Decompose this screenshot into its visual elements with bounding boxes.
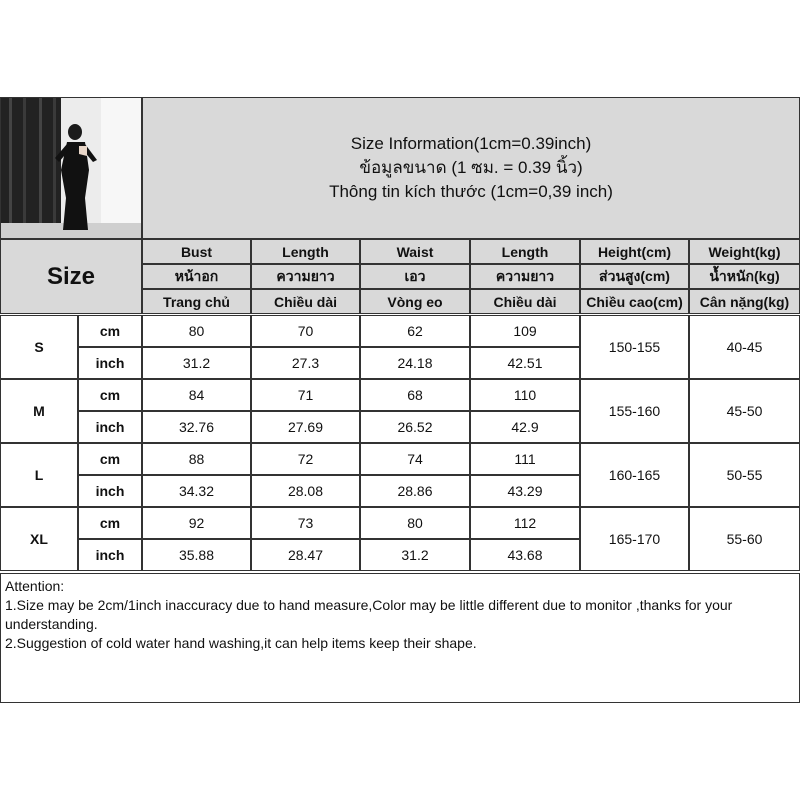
- unit-inch-label: inch: [78, 347, 142, 379]
- measurement-cm: 73: [251, 507, 360, 539]
- column-header-vi: Chiều dài: [470, 289, 580, 314]
- column-header-en: Bust: [142, 239, 251, 264]
- measurement-inch: 28.86: [360, 475, 470, 507]
- measurement-cm: 110: [470, 379, 580, 411]
- measurement-inch: 28.08: [251, 475, 360, 507]
- column-header-en: Length: [251, 239, 360, 264]
- measurement-cm: 84: [142, 379, 251, 411]
- column-header-th: เอว: [360, 264, 470, 289]
- measurement-inch: 42.9: [470, 411, 580, 443]
- size-label: L: [0, 443, 78, 507]
- height-range: 160-165: [580, 443, 689, 507]
- unit-cm-label: cm: [78, 315, 142, 347]
- size-label: M: [0, 379, 78, 443]
- size-header: Size: [0, 239, 142, 314]
- unit-cm-label: cm: [78, 507, 142, 539]
- measurement-cm: 80: [142, 315, 251, 347]
- height-range: 150-155: [580, 315, 689, 379]
- model-image: [1, 98, 142, 239]
- column-header-th: ส่วนสูง(cm): [580, 264, 689, 289]
- measurement-cm: 92: [142, 507, 251, 539]
- measurement-cm: 88: [142, 443, 251, 475]
- product-photo: [0, 97, 142, 239]
- unit-cm-label: cm: [78, 443, 142, 475]
- measurement-cm: 74: [360, 443, 470, 475]
- height-range: 165-170: [580, 507, 689, 571]
- unit-inch-label: inch: [78, 475, 142, 507]
- measurement-inch: 43.29: [470, 475, 580, 507]
- attention-notes: [0, 573, 800, 703]
- title-english: Size Information(1cm=0.39inch): [350, 134, 592, 153]
- measurement-cm: 68: [360, 379, 470, 411]
- column-header-th: ความยาว: [470, 264, 580, 289]
- weight-range: 45-50: [689, 379, 800, 443]
- attention-note-1: 1.Size may be 2cm/1inch inaccuracy due to hand measure,Color may be little different due to monitor ,thanks for your understanding.: [5, 597, 733, 632]
- column-header-vi: Chiều cao(cm): [580, 289, 689, 314]
- size-information-header: [142, 97, 800, 239]
- size-label: S: [0, 315, 78, 379]
- column-header-en: Height(cm): [580, 239, 689, 264]
- weight-range: 55-60: [689, 507, 800, 571]
- measurement-cm: 62: [360, 315, 470, 347]
- size-chart: [0, 97, 800, 703]
- height-range: 155-160: [580, 379, 689, 443]
- column-header-en: Length: [470, 239, 580, 264]
- measurement-cm: 80: [360, 507, 470, 539]
- column-header-vi: Trang chủ: [142, 289, 251, 314]
- column-header-th: น้ำหนัก(kg): [689, 264, 800, 289]
- unit-cm-label: cm: [78, 379, 142, 411]
- measurement-inch: 27.3: [251, 347, 360, 379]
- weight-range: 50-55: [689, 443, 800, 507]
- measurement-inch: 35.88: [142, 539, 251, 571]
- attention-heading: Attention:: [5, 578, 65, 594]
- measurement-cm: 72: [251, 443, 360, 475]
- unit-inch-label: inch: [78, 539, 142, 571]
- measurement-cm: 111: [470, 443, 580, 475]
- column-header-en: Waist: [360, 239, 470, 264]
- measurement-cm: 112: [470, 507, 580, 539]
- title-thai: ข้อมูลขนาด (1 ซม. = 0.39 นิ้ว): [359, 158, 583, 177]
- measurement-inch: 32.76: [142, 411, 251, 443]
- measurement-inch: 27.69: [251, 411, 360, 443]
- measurement-inch: 24.18: [360, 347, 470, 379]
- attention-note-2: 2.Suggestion of cold water hand washing,it can help items keep their shape.: [5, 635, 477, 651]
- measurement-cm: 109: [470, 315, 580, 347]
- column-header-en: Weight(kg): [689, 239, 800, 264]
- measurement-inch: 31.2: [360, 539, 470, 571]
- measurement-inch: 31.2: [142, 347, 251, 379]
- measurement-inch: 34.32: [142, 475, 251, 507]
- measurement-inch: 43.68: [470, 539, 580, 571]
- size-label: XL: [0, 507, 78, 571]
- measurement-cm: 70: [251, 315, 360, 347]
- column-header-vi: Chiều dài: [251, 289, 360, 314]
- title-vietnamese: Thông tin kích thước (1cm=0,39 inch): [329, 182, 613, 201]
- column-header-th: หน้าอก: [142, 264, 251, 289]
- column-header-vi: Cân nặng(kg): [689, 289, 800, 314]
- measurement-cm: 71: [251, 379, 360, 411]
- column-header-th: ความยาว: [251, 264, 360, 289]
- column-header-vi: Vòng eo: [360, 289, 470, 314]
- unit-inch-label: inch: [78, 411, 142, 443]
- measurement-inch: 28.47: [251, 539, 360, 571]
- measurement-inch: 42.51: [470, 347, 580, 379]
- measurement-inch: 26.52: [360, 411, 470, 443]
- weight-range: 40-45: [689, 315, 800, 379]
